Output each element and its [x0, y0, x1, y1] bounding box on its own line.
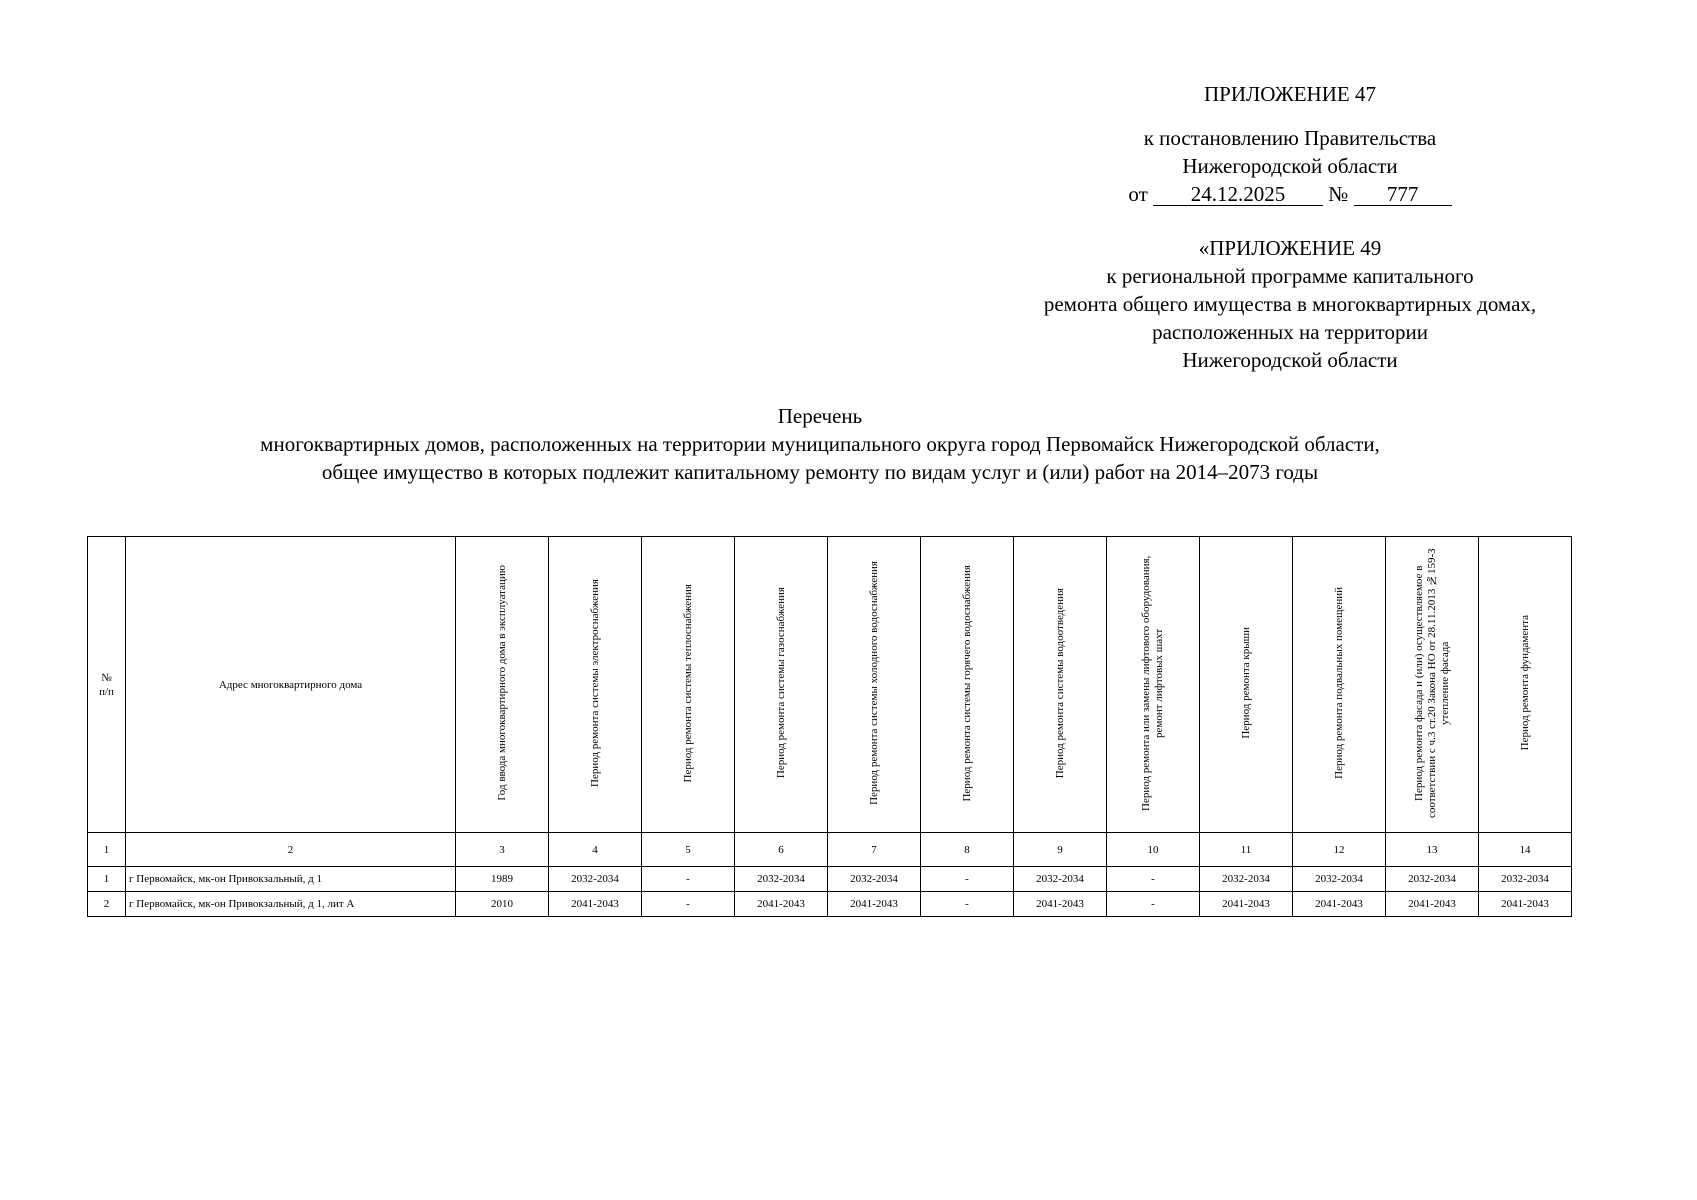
- appendix-49-line4: Нижегородской области: [1182, 348, 1398, 372]
- appendix-47-date-line: [990, 180, 1590, 208]
- header-sewerage-text: Период ремонта системы водоотведения: [1053, 587, 1066, 779]
- header-roof-text: Период ремонта крыши: [1239, 627, 1252, 739]
- header-foundation-text: Период ремонта фундамента: [1518, 615, 1531, 751]
- title-line1: многоквартирных домов, расположенных на территории муниципального округа город Первомайск Нижегородской области,: [260, 432, 1380, 456]
- period-cell: 2041-2043: [828, 892, 921, 917]
- header-commission-year: [456, 537, 549, 833]
- header-heating-text: Период ремонта системы теплоснабжения: [681, 583, 694, 783]
- period-cell: -: [642, 867, 735, 892]
- period-cell: 2032-2034: [735, 867, 828, 892]
- column-number: 7: [828, 833, 921, 867]
- period-cell: 2041-2043: [1293, 892, 1386, 917]
- decree-number: 777: [1354, 183, 1452, 206]
- column-number: 9: [1014, 833, 1107, 867]
- header-basement-text: Период ремонта подвальных помещений: [1332, 587, 1345, 779]
- period-cell: 2032-2034: [828, 867, 921, 892]
- period-cell: -: [1107, 892, 1200, 917]
- header-elevator-text: Период ремонта или замены лифтового оборудования, ремонт лифтовых шахт: [1140, 555, 1165, 811]
- period-cell: -: [921, 892, 1014, 917]
- header-facade: [1386, 537, 1479, 833]
- row-number-cell: 2: [88, 892, 126, 917]
- period-cell: 2041-2043: [1014, 892, 1107, 917]
- header-facade-text: Период ремонта фасада и (или) осуществляемое в соответствии с ч.3 ст.20 Закона НО от 28.11.2013 №159-З утепление фасада: [1412, 548, 1451, 818]
- row-number-cell: 1: [88, 867, 126, 892]
- decree-date: 24.12.2025: [1153, 183, 1323, 206]
- header-number: [88, 537, 126, 833]
- appendix-49-block: [990, 234, 1590, 374]
- header-cold-water-text: Период ремонта системы холодного водоснабжения: [867, 561, 880, 805]
- header-elevator: [1107, 537, 1200, 833]
- header-commission-year-text: Год ввода многоквартирного дома в эксплуатацию: [495, 565, 508, 801]
- column-number: 5: [642, 833, 735, 867]
- header-hot-water: [921, 537, 1014, 833]
- appendix-47-title: ПРИЛОЖЕНИЕ 47: [1204, 82, 1376, 106]
- year-cell: 2010: [456, 892, 549, 917]
- number-label: №: [1328, 182, 1349, 206]
- column-number: 8: [921, 833, 1014, 867]
- column-number: 2: [126, 833, 456, 867]
- period-cell: 2041-2043: [735, 892, 828, 917]
- appendix-49-line3: расположенных на территории: [1152, 320, 1428, 344]
- header-basement: [1293, 537, 1386, 833]
- column-number: 10: [1107, 833, 1200, 867]
- period-cell: 2032-2034: [1014, 867, 1107, 892]
- header-address: Адрес многоквартирного дома: [126, 537, 456, 833]
- table-row: [88, 892, 1572, 917]
- column-number: 14: [1479, 833, 1572, 867]
- header-gas: [735, 537, 828, 833]
- table-header-row: [88, 537, 1572, 833]
- period-cell: 2032-2034: [1386, 867, 1479, 892]
- header-electricity: [549, 537, 642, 833]
- table-row: [88, 867, 1572, 892]
- title-line2: общее имущество в которых подлежит капитальному ремонту по видам услуг и (или) работ на 2014–2073 годы: [321, 460, 1319, 484]
- period-cell: 2032-2034: [549, 867, 642, 892]
- address-cell: г Первомайск, мк-он Привокзальный, д 1: [126, 867, 456, 892]
- period-cell: 2041-2043: [1200, 892, 1293, 917]
- header-roof: [1200, 537, 1293, 833]
- header-hot-water-text: Период ремонта системы горячего водоснабжения: [960, 564, 973, 802]
- column-number: 1: [88, 833, 126, 867]
- period-cell: 2041-2043: [1386, 892, 1479, 917]
- appendix-49-title: «ПРИЛОЖЕНИЕ 49: [1198, 236, 1382, 260]
- header-number-text: № п/п: [99, 671, 114, 698]
- period-cell: 2032-2034: [1293, 867, 1386, 892]
- period-cell: -: [1107, 867, 1200, 892]
- period-cell: 2032-2034: [1479, 867, 1572, 892]
- header-foundation: [1479, 537, 1572, 833]
- column-number: 11: [1200, 833, 1293, 867]
- address-cell: г Первомайск, мк-он Привокзальный, д 1, лит А: [126, 892, 456, 917]
- period-cell: -: [921, 867, 1014, 892]
- from-label: от: [1128, 182, 1148, 206]
- period-cell: 2041-2043: [549, 892, 642, 917]
- appendix-49-line1: к региональной программе капитального: [1106, 264, 1474, 288]
- appendix-49-line2: ремонта общего имущества в многоквартирных домах,: [1043, 292, 1537, 316]
- header-electricity-text: Период ремонта системы электроснабжения: [588, 579, 601, 787]
- houses-table: [87, 536, 1572, 917]
- header-cold-water: [828, 537, 921, 833]
- appendix-47-reference: [990, 124, 1590, 208]
- period-cell: -: [642, 892, 735, 917]
- column-number: 12: [1293, 833, 1386, 867]
- column-numbers-row: [88, 833, 1572, 867]
- column-number: 13: [1386, 833, 1479, 867]
- appendix-47-line1: к постановлению Правительства: [1143, 126, 1437, 150]
- period-cell: 2032-2034: [1200, 867, 1293, 892]
- column-number: 4: [549, 833, 642, 867]
- document-title: [90, 402, 1550, 486]
- header-gas-text: Период ремонта системы газоснабжения: [774, 587, 787, 779]
- appendix-47-line2: Нижегородской области: [1182, 154, 1398, 178]
- column-number: 6: [735, 833, 828, 867]
- header-heating: [642, 537, 735, 833]
- column-number: 3: [456, 833, 549, 867]
- period-cell: 2041-2043: [1479, 892, 1572, 917]
- year-cell: 1989: [456, 867, 549, 892]
- title-heading: Перечень: [777, 404, 863, 428]
- header-sewerage: [1014, 537, 1107, 833]
